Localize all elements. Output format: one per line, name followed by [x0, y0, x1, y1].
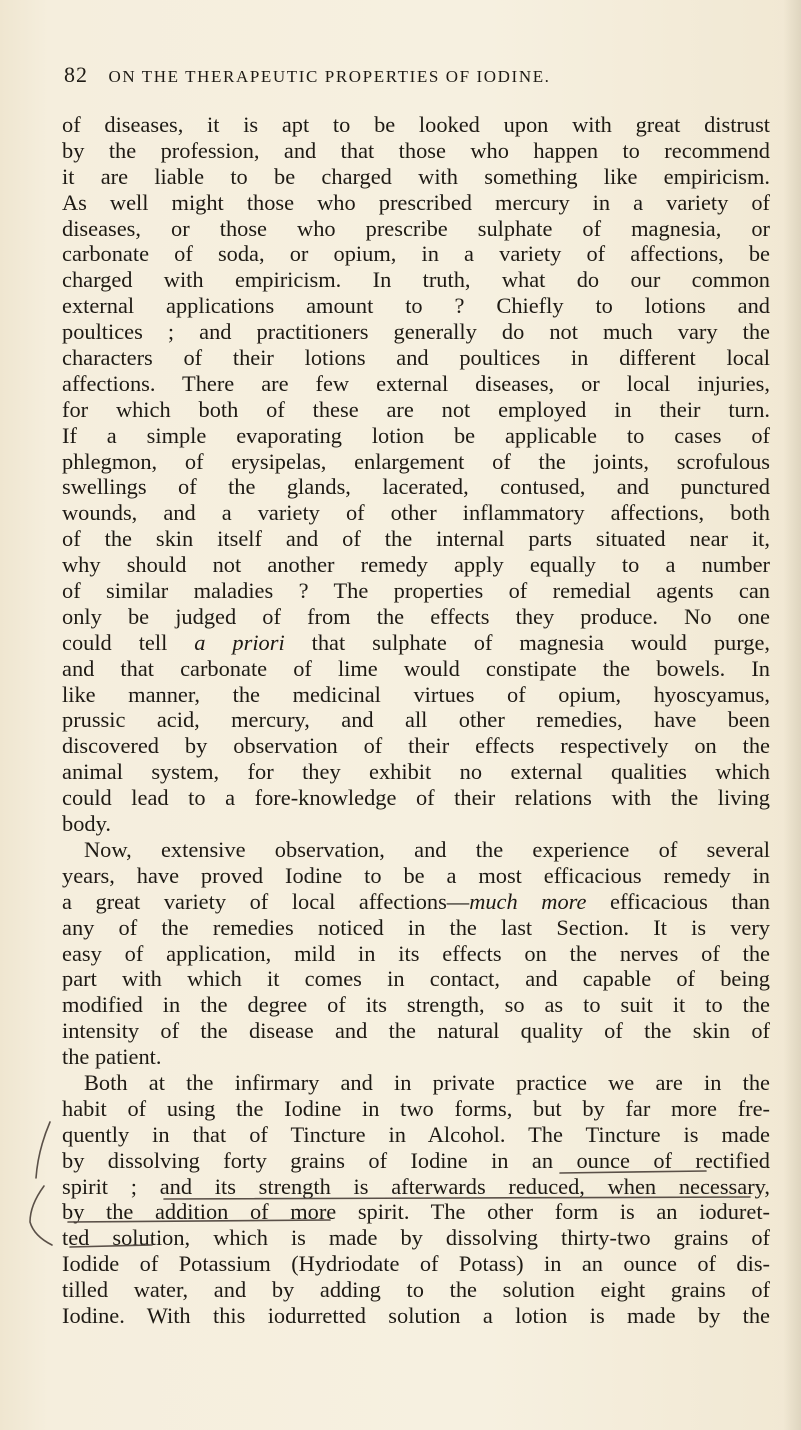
text-line: years, have proved Iodine to be a most efficacious remedy in: [62, 862, 770, 888]
text-line: quently in that of Tincture in Alcohol. The Tincture is made: [62, 1121, 770, 1147]
text-line: of diseases, it is apt to be looked upon with great distrust: [62, 112, 770, 137]
text-line: spirit ; and its strength is afterwards reduced, when necessary,: [62, 1173, 770, 1199]
text-line: why should not another remedy apply equally to a number: [62, 552, 770, 578]
text-line: As well might those who prescribed mercury in a variety of: [62, 189, 770, 215]
text-line: a great variety of local affections—much more efficacious than: [62, 888, 770, 914]
text-line: If a simple evaporating lotion be applicable to cases of: [62, 422, 770, 448]
text-line: of similar maladies ? The properties of remedial agents can: [62, 578, 770, 604]
text-line: animal system, for they exhibit no external qualities which: [62, 759, 770, 785]
page-number: 82: [64, 62, 88, 87]
text-line: characters of their lotions and poultices in different local: [62, 345, 770, 371]
text-line: habit of using the Iodine in two forms, but by far more fre-: [62, 1095, 770, 1121]
text-line: affections. There are few external diseases, or local injuries,: [62, 370, 770, 396]
text-line: for which both of these are not employed in their turn.: [62, 396, 770, 422]
running-header: [64, 62, 704, 88]
text-line: Now, extensive observation, and the experience of several: [84, 836, 770, 862]
text-line: carbonate of soda, or opium, in a variety of affections, be: [62, 241, 770, 267]
text-line: phlegmon, of erysipelas, enlargement of the joints, scrofulous: [62, 448, 770, 474]
page-edge-shadow: [783, 0, 801, 1430]
text-line: Both at the infirmary and in private practice we are in the: [84, 1069, 770, 1095]
text-line: body.: [62, 811, 111, 837]
italic-phrase: much more: [469, 888, 587, 914]
text-line: of the skin itself and of the internal parts situated near it,: [62, 526, 770, 552]
text-line: charged with empiricism. In truth, what do our common: [62, 267, 770, 293]
text-line: by the addition of more spirit. The other form is an ioduret-: [62, 1199, 770, 1225]
text-line: diseases, or those who prescribe sulphate of magnesia, or: [62, 215, 770, 241]
text-line: like manner, the medicinal virtues of opium, hyoscyamus,: [62, 681, 770, 707]
text-line: discovered by observation of their effects respectively on the: [62, 733, 770, 759]
text-line: prussic acid, mercury, and all other remedies, have been: [62, 707, 770, 733]
italic-phrase: a priori: [194, 629, 285, 655]
text-line: tilled water, and by adding to the solution eight grains of: [62, 1277, 770, 1303]
text-line: Iodine. With this iodurretted solution a lotion is made by the: [62, 1302, 770, 1328]
text-line: Iodide of Potassium (Hydriodate of Potass) in an ounce of dis-: [62, 1251, 770, 1277]
text-line: wounds, and a variety of other inflammatory affections, both: [62, 500, 770, 526]
text-line: ted solution, which is made by dissolving thirty-two grains of: [62, 1225, 770, 1251]
text-line: poultices ; and practitioners generally do not much vary the: [62, 319, 770, 345]
text-line: swellings of the glands, lacerated, contused, and punctured: [62, 474, 770, 500]
text-line: by dissolving forty grains of Iodine in an ounce of rectified: [62, 1147, 770, 1173]
pencil-bracket-upper: [36, 1122, 50, 1178]
text-line: part with which it comes in contact, and capable of being: [62, 966, 770, 992]
text-line: it are liable to be charged with something like empiricism.: [62, 163, 770, 189]
text-line: by the profession, and that those who happen to recommend: [62, 137, 770, 163]
text-line: only be judged of from the effects they produce. No one: [62, 603, 770, 629]
body-text: [62, 112, 770, 1329]
text-line: intensity of the disease and the natural quality of the skin of: [62, 1018, 770, 1044]
text-line: external applications amount to ? Chiefly to lotions and: [62, 293, 770, 319]
text-line: and that carbonate of lime would constipate the bowels. In: [62, 655, 770, 681]
text-line: the patient.: [62, 1044, 162, 1070]
text-line: any of the remedies noticed in the last Section. It is very: [62, 914, 770, 940]
running-title: ON THE THERAPEUTIC PROPERTIES OF IODINE.: [108, 67, 551, 86]
text-line: could tell a priori that sulphate of magnesia would purge,: [62, 629, 770, 655]
text-line: modified in the degree of its strength, so as to suit it to the: [62, 992, 770, 1018]
pencil-bracket-lower: [30, 1186, 52, 1245]
text-line: could lead to a fore-knowledge of their relations with the living: [62, 785, 770, 811]
text-line: easy of application, mild in its effects on the nerves of the: [62, 940, 770, 966]
